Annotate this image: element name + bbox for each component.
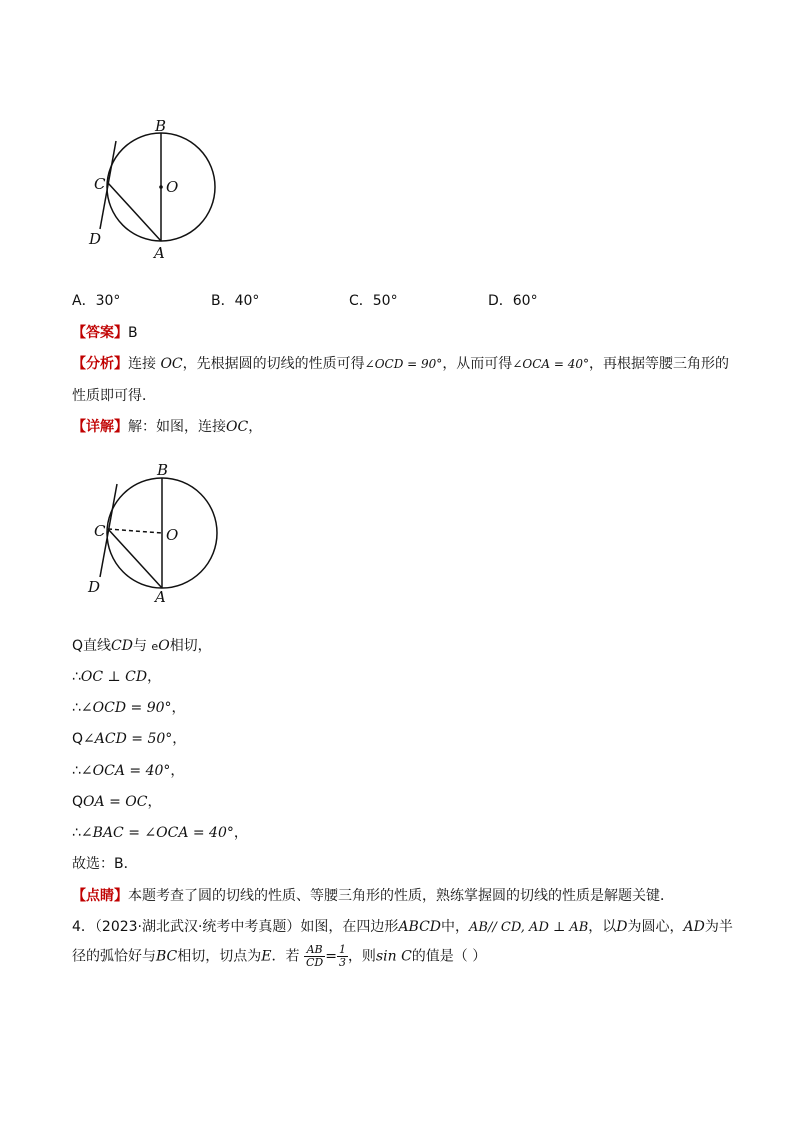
option-c: C．50° <box>349 293 398 309</box>
step-1-text-c: 相切， <box>169 638 212 654</box>
q4-text-a: 4．（2023·湖北武汉·统考中考真题）如图，在四边形 <box>72 919 399 935</box>
step-2-symbol: ∴ <box>72 669 81 685</box>
step-1-o: O <box>158 638 170 654</box>
chord-ca-2 <box>108 529 162 588</box>
q4-text-e: 为圆心， <box>627 919 684 935</box>
figure-1-circle-diagram <box>80 115 230 265</box>
step-1-circle-symbol: e <box>151 640 159 653</box>
step-7 <box>72 822 248 842</box>
step-6-end: ， <box>147 794 162 810</box>
q4-d: D <box>616 919 628 935</box>
step-4-symbol: Q <box>72 731 84 747</box>
step-3-end: ， <box>171 700 186 716</box>
label-a: A <box>154 244 165 262</box>
q4-text-b: 中， <box>441 919 470 935</box>
fraction-numerator: AB <box>304 944 325 957</box>
analysis-eq-2: ∠OCA = 40° <box>512 357 590 371</box>
step-5 <box>72 760 184 780</box>
q4-equals: = <box>325 948 337 965</box>
question-4-line-2 <box>72 944 486 969</box>
detail-line <box>72 416 262 436</box>
fraction-ab-over-cd <box>304 944 325 969</box>
q4-l2-text-e: 的值是（ ） <box>411 948 487 965</box>
label-c-2: C <box>94 522 106 540</box>
analysis-text-2: ，先根据圆的切线的性质可得 <box>182 356 365 372</box>
q4-text-f: 为半 <box>704 919 733 935</box>
answer-line <box>72 322 138 342</box>
fraction-denominator: CD <box>305 956 324 969</box>
label-b-2: B <box>157 461 169 479</box>
detail-oc: OC <box>226 419 249 435</box>
detail-text-2: ， <box>248 419 263 435</box>
q4-text-c: ，以 <box>588 919 617 935</box>
center-point <box>159 185 163 189</box>
step-2-end: ， <box>147 669 162 685</box>
fraction-one-third <box>337 944 348 969</box>
q4-l2-text-a: 径的弧恰好与 <box>72 948 156 965</box>
fraction-2-denominator: 3 <box>338 956 346 969</box>
q4-ad: AD <box>683 919 705 935</box>
label-d: D <box>89 230 102 248</box>
q4-l2-text-d: ，则 <box>347 948 376 965</box>
step-1-text-b: 与 <box>132 638 147 654</box>
label-o-2: O <box>166 526 179 544</box>
answer-value: B <box>128 325 138 341</box>
step-1-symbol: Q <box>72 638 84 654</box>
step-1 <box>72 635 212 655</box>
analysis-text-4: ，再根据等腰三角形的 <box>589 356 730 372</box>
comment-line <box>72 885 674 905</box>
option-b: B．40° <box>211 293 260 309</box>
label-o: O <box>166 178 179 196</box>
comment-tag: 【点睛】 <box>72 888 128 904</box>
question-4-line-1 <box>72 916 733 936</box>
q4-l2-text-b: 相切，切点为 <box>177 948 262 965</box>
chord-ca <box>108 183 161 241</box>
step-4-eq: ∠ACD = 50° <box>83 731 173 747</box>
analysis-line-1 <box>72 353 729 373</box>
analysis-eq-1: ∠OCD = 90° <box>364 357 443 371</box>
q4-bc: BC <box>156 948 178 965</box>
q4-sinc: sin C <box>375 948 412 965</box>
step-6-symbol: Q <box>72 794 84 810</box>
label-d-2: D <box>88 578 101 596</box>
step-3 <box>72 697 186 717</box>
detail-tag: 【详解】 <box>72 419 128 435</box>
analysis-line-2: 性质即可得． <box>72 388 156 404</box>
option-a: A．30° <box>72 293 121 309</box>
step-7-eq: ∠BAC = ∠OCA = 40° <box>80 825 234 841</box>
step-2-eq: OC ⊥ CD <box>80 669 148 685</box>
detail-text-1: 解：如图，连接 <box>128 419 226 435</box>
step-7-end: ， <box>233 825 248 841</box>
step-5-symbol: ∴ <box>72 763 81 779</box>
analysis-text-1: 连接 <box>128 356 156 372</box>
step-6 <box>72 791 161 811</box>
analysis-text-3: ，从而可得 <box>442 356 513 372</box>
step-2 <box>72 666 161 686</box>
step-7-symbol: ∴ <box>72 825 81 841</box>
step-5-end: ， <box>170 763 185 779</box>
figure-2-circle-diagram <box>80 458 230 608</box>
label-c: C <box>94 175 106 193</box>
step-5-eq: ∠OCA = 40° <box>80 763 171 779</box>
step-1-cd: CD <box>111 638 133 654</box>
comment-text: 本题考查了圆的切线的性质、等腰三角形的性质，熟练掌握圆的切线的性质是解题关键． <box>128 888 674 904</box>
q4-e: E <box>261 948 272 965</box>
q4-abcd: ABCD <box>398 919 442 935</box>
step-4-end: ， <box>172 731 187 747</box>
step-1-text-a: 直线 <box>83 638 112 654</box>
answer-tag: 【答案】 <box>72 325 128 341</box>
label-b: B <box>155 117 167 135</box>
fraction-2-numerator: 1 <box>338 943 346 956</box>
step-6-eq: OA = OC <box>83 794 148 810</box>
step-4 <box>72 728 186 748</box>
q4-l2-text-c: ．若 <box>271 948 300 965</box>
dashed-line-co <box>108 529 162 533</box>
step-3-symbol: ∴ <box>72 700 81 716</box>
label-a-2: A <box>155 588 166 606</box>
analysis-oc: OC <box>160 356 183 372</box>
q4-condition: AB// CD, AD ⊥ AB <box>469 920 589 935</box>
step-8: 故选：B． <box>72 856 138 872</box>
step-3-eq: ∠OCD = 90° <box>80 700 172 716</box>
option-d: D．60° <box>488 293 538 309</box>
analysis-tag: 【分析】 <box>72 356 128 372</box>
